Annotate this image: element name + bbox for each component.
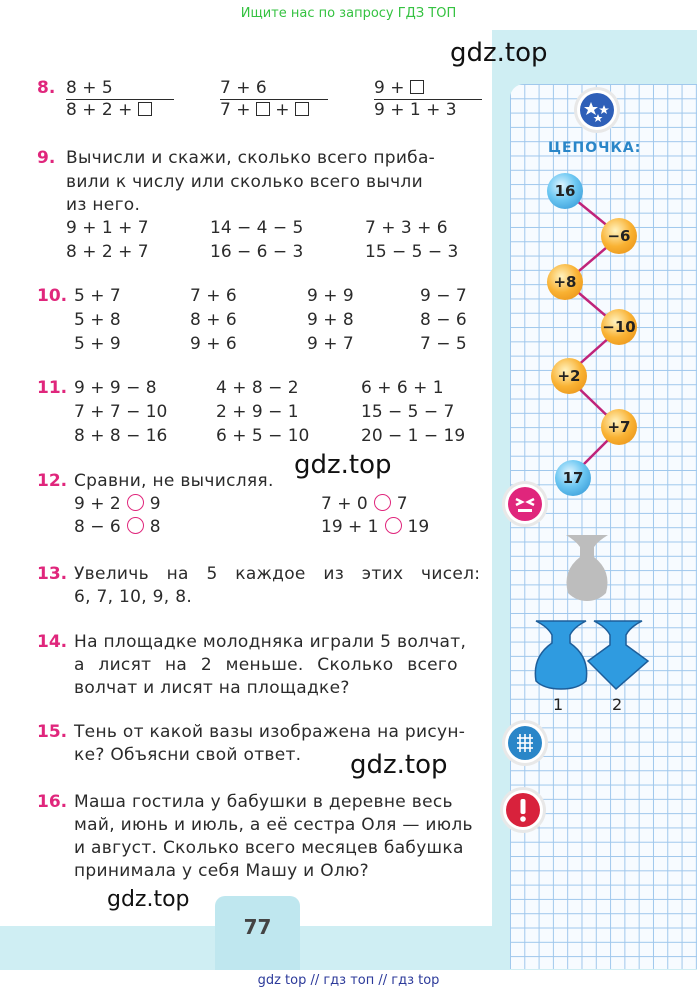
expression: 5 + 7 xyxy=(74,286,121,306)
expression: 15 − 5 − 3 xyxy=(365,242,459,262)
expression: 7 + 7 − 10 xyxy=(74,402,168,422)
fraction-top xyxy=(374,78,482,100)
expression: 5 + 9 xyxy=(74,334,121,354)
comparison-left: 7 + 0 xyxy=(321,494,368,514)
expression: 9 + 8 xyxy=(307,310,354,330)
expression: 14 − 4 − 5 xyxy=(210,218,304,238)
vase-1 xyxy=(530,617,592,691)
expression: 7 + 3 + 6 xyxy=(365,218,448,238)
expression: 7 + 6 xyxy=(190,286,237,306)
expression: 16 − 6 − 3 xyxy=(210,242,304,262)
fraction-bottom-text: + xyxy=(275,100,290,120)
task-text: На площадке молодняка играли 5 волчат, xyxy=(74,632,467,652)
chain-ball: 17 xyxy=(555,460,591,496)
fraction-2 xyxy=(220,78,328,120)
expression: 4 + 8 − 2 xyxy=(216,378,299,398)
expression: 9 + 6 xyxy=(190,334,237,354)
task-number: 15. xyxy=(37,722,68,742)
footer-note: gdz top // гдз топ // гдз top xyxy=(257,973,440,988)
comparison xyxy=(321,517,429,537)
watermark: gdz.top xyxy=(294,450,392,480)
fraction-bottom-text: 7 + xyxy=(220,100,251,120)
watermark: gdz.top xyxy=(350,750,448,780)
comparison xyxy=(321,494,408,514)
task-text: из него. xyxy=(66,195,141,215)
expression: 9 + 9 − 8 xyxy=(74,378,157,398)
fraction-top: 8 + 5 xyxy=(66,78,174,100)
expression: 9 + 9 xyxy=(307,286,354,306)
compare-circle xyxy=(385,517,402,534)
task-text: Вычисли и скажи, сколько всего приба- xyxy=(66,148,436,168)
chain-ball: +7 xyxy=(601,409,637,445)
task-number: 13. xyxy=(37,564,68,584)
vase-shadow xyxy=(558,531,616,603)
chain-ball: 16 xyxy=(547,173,583,209)
task-text: Тень от какой вазы изображена на рисун- xyxy=(74,722,466,742)
chain-ball: +2 xyxy=(551,358,587,394)
expression: 8 + 2 + 7 xyxy=(66,242,149,262)
task-text: май, июнь и июль, а её сестра Оля — июль xyxy=(74,815,473,835)
compare-circle xyxy=(374,494,391,511)
watermark: gdz.top xyxy=(107,887,190,912)
header-note: Ищите нас по запросу ГДЗ ТОП xyxy=(240,6,457,21)
expression: 8 − 6 xyxy=(420,310,467,330)
comparison xyxy=(74,494,161,514)
stars-icon xyxy=(577,90,617,130)
exclamation-icon xyxy=(503,790,543,830)
task-text: Сравни, не вычисляя. xyxy=(74,471,274,491)
task-text: Маша гостила у бабушки в деревне весь xyxy=(74,792,453,812)
expression: 20 − 1 − 19 xyxy=(361,426,466,446)
fraction-bottom xyxy=(66,100,174,120)
expression: 9 + 7 xyxy=(307,334,354,354)
vase-2 xyxy=(586,617,650,691)
task-number: 10. xyxy=(37,286,68,306)
task-number: 14. xyxy=(37,632,68,652)
blank-square xyxy=(256,102,270,116)
fraction-top-text: 9 + xyxy=(374,78,405,98)
comparison-left: 8 − 6 xyxy=(74,517,121,537)
expression: 8 + 6 xyxy=(190,310,237,330)
expression: 6 + 6 + 1 xyxy=(361,378,444,398)
expression: 5 + 8 xyxy=(74,310,121,330)
compare-circle xyxy=(127,517,144,534)
page-number: 77 xyxy=(215,896,300,970)
expression: 15 − 5 − 7 xyxy=(361,402,455,422)
blank-square xyxy=(295,102,309,116)
chain-connectors xyxy=(540,170,660,490)
expression: 2 + 9 − 1 xyxy=(216,402,299,422)
comparison-right: 9 xyxy=(149,494,161,514)
task-text: волчат и лисят на площадке? xyxy=(74,678,350,698)
task-number: 8. xyxy=(37,78,56,98)
compare-circle xyxy=(127,494,144,511)
thinking-face-icon xyxy=(505,484,545,524)
comparison xyxy=(74,517,161,537)
comparison-right: 19 xyxy=(407,517,430,537)
task-text: Увеличь на 5 каждое из этих чисел: xyxy=(74,564,481,584)
chain-ball: −10 xyxy=(601,309,637,345)
expression: 8 + 8 − 16 xyxy=(74,426,168,446)
vase-label-1: 1 xyxy=(553,695,564,714)
fraction-3 xyxy=(374,78,482,120)
task-number: 11. xyxy=(37,378,68,398)
blank-square xyxy=(138,102,152,116)
expression: 9 + 1 + 7 xyxy=(66,218,149,238)
task-text: ке? Объясни свой ответ. xyxy=(74,745,302,765)
watermark: gdz.top xyxy=(450,38,548,68)
task-number: 9. xyxy=(37,148,56,168)
blank-square xyxy=(410,80,424,94)
task-text: вили к числу или сколько всего вычли xyxy=(66,172,423,192)
fraction-bottom: 9 + 1 + 3 xyxy=(374,100,457,120)
comparison-right: 8 xyxy=(149,517,161,537)
fraction-bottom xyxy=(220,100,328,120)
comparison-right: 7 xyxy=(396,494,408,514)
expression: 9 − 7 xyxy=(420,286,467,306)
vase-label-2: 2 xyxy=(612,695,623,714)
grid-icon xyxy=(505,723,545,763)
chain-ball: +8 xyxy=(547,264,583,300)
expression: 6 + 5 − 10 xyxy=(216,426,310,446)
expression: 7 − 5 xyxy=(420,334,467,354)
task-text: 6, 7, 10, 9, 8. xyxy=(74,587,193,607)
chain-ball: −6 xyxy=(601,218,637,254)
task-number: 12. xyxy=(37,471,68,491)
comparison-left: 9 + 2 xyxy=(74,494,121,514)
comparison-left: 19 + 1 xyxy=(321,517,379,537)
fraction-top: 7 + 6 xyxy=(220,78,328,100)
task-text: и август. Сколько всего месяцев бабушка xyxy=(74,838,464,858)
task-text: а лисят на 2 меньше. Сколько всего xyxy=(74,655,458,675)
chain-title: ЦЕПОЧКА: xyxy=(548,140,642,156)
task-number: 16. xyxy=(37,792,68,812)
task-text: принимала у себя Машу и Олю? xyxy=(74,861,369,881)
fraction-1 xyxy=(66,78,174,120)
fraction-bottom-text: 8 + 2 + xyxy=(66,100,133,120)
